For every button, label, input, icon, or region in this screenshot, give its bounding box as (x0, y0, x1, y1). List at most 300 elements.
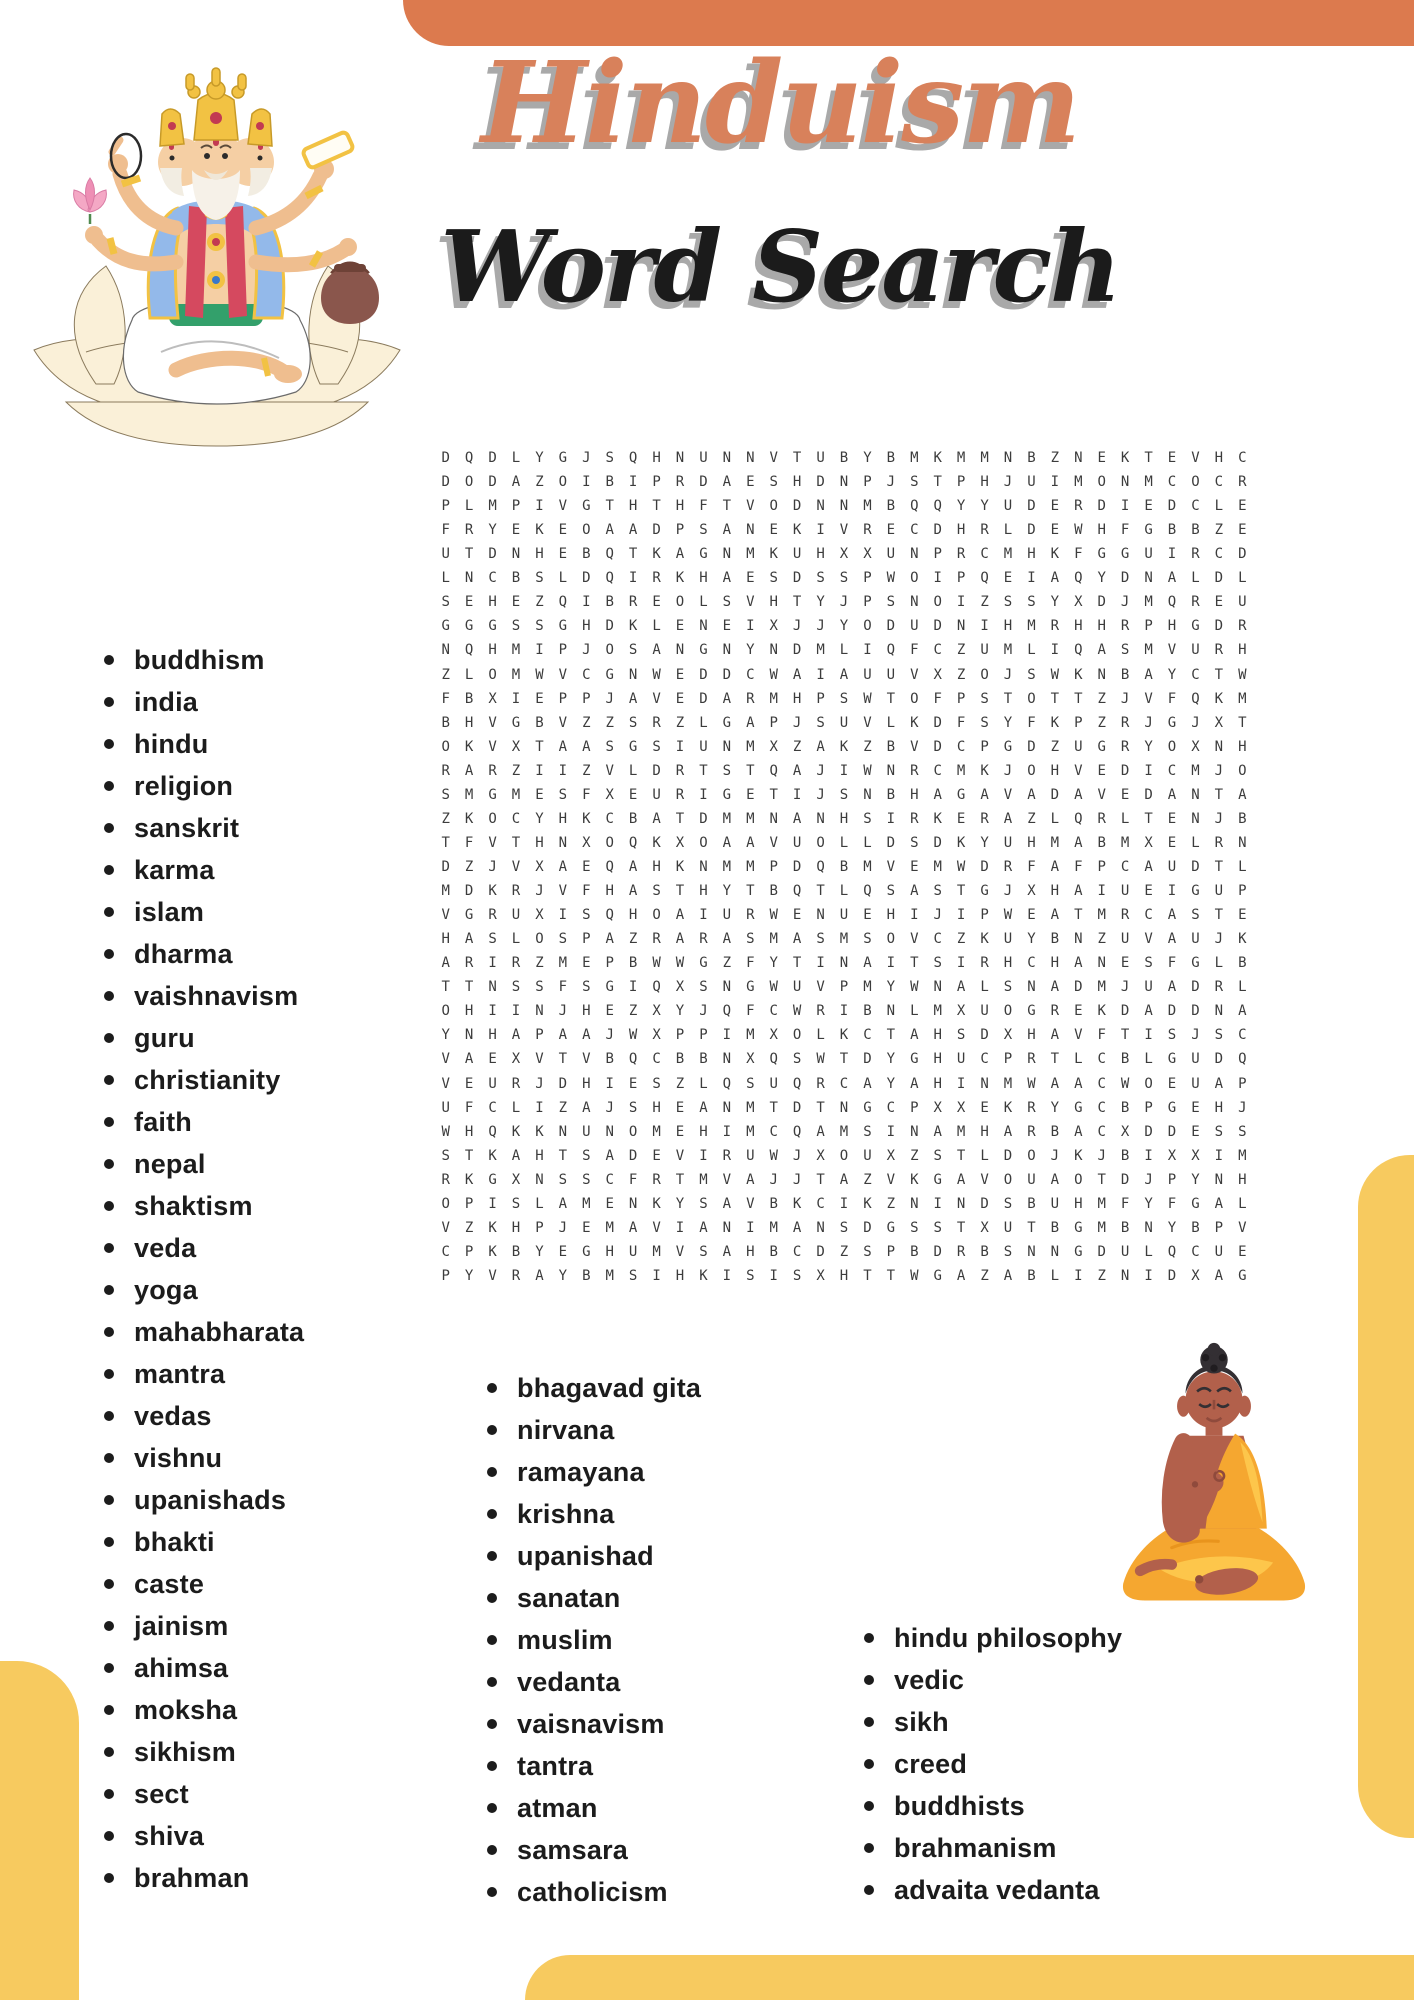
grid-letter: M (1097, 979, 1106, 996)
grid-letter: D (1191, 979, 1200, 996)
grid-letter: R (652, 931, 661, 948)
grid-letter: Q (1074, 570, 1083, 587)
grid-letter: B (769, 1243, 778, 1260)
grid-letter: U (441, 1099, 450, 1116)
word-list-item (104, 1227, 304, 1269)
grid-letter: N (839, 955, 849, 972)
grid-letter: I (1074, 1267, 1083, 1284)
grid-letter: B (511, 570, 521, 587)
grid-letter: N (1214, 1003, 1224, 1020)
grid-letter: N (839, 474, 849, 491)
grid-letter: A (792, 810, 802, 827)
grid-letter: O (535, 931, 544, 948)
grid-letter: J (1191, 1027, 1200, 1044)
grid-letter: Z (1097, 1267, 1106, 1284)
grid-letter: V (1167, 642, 1177, 659)
grid-letter: Q (769, 762, 778, 779)
grid-letter: H (699, 883, 708, 900)
grid-letter: M (863, 979, 872, 996)
grid-letter: S (628, 642, 638, 659)
grid-letter: J (1097, 1147, 1106, 1164)
grid-letter: L (980, 979, 989, 996)
grid-letter: O (488, 666, 497, 683)
grid-letter: R (816, 1003, 825, 1020)
grid-letter: R (1214, 834, 1224, 851)
grid-letter: O (1167, 738, 1177, 755)
grid-letter: B (1120, 1219, 1130, 1236)
grid-letter: H (535, 546, 544, 563)
grid-letter: B (582, 546, 591, 563)
grid-letter: X (956, 1099, 966, 1116)
grid-letter: F (1074, 858, 1083, 875)
grid-letter: P (839, 979, 849, 996)
grid-letter: I (1120, 498, 1130, 515)
grid-letter: Z (441, 810, 450, 827)
grid-letter: T (675, 810, 685, 827)
grid-letter: F (1027, 714, 1036, 731)
grid-letter: H (1238, 642, 1247, 659)
grid-letter: T (816, 1099, 825, 1116)
grid-letter: R (722, 1147, 732, 1164)
grid-letter: L (699, 594, 708, 611)
grid-letter: Y (980, 498, 989, 515)
word-list-item (104, 1731, 304, 1773)
grid-letter: S (722, 594, 732, 611)
grid-letter: X (511, 1051, 521, 1068)
grid-letter: M (511, 786, 521, 803)
grid-letter: Z (863, 1171, 872, 1188)
grid-letter: G (1074, 1219, 1083, 1236)
grid-letter: S (1144, 955, 1153, 972)
grid-letter: C (1027, 955, 1036, 972)
grid-letter: L (699, 1075, 708, 1092)
grid-letter: C (1238, 1027, 1247, 1044)
grid-letter: U (628, 1243, 638, 1260)
grid-letter: C (933, 642, 942, 659)
grid-letter: A (722, 834, 732, 851)
grid-letter: S (605, 450, 614, 467)
grid-letter: A (652, 810, 661, 827)
grid-letter: V (441, 907, 450, 924)
grid-letter: U (1003, 498, 1013, 515)
grid-letter: V (488, 1267, 497, 1284)
grid-letter: K (1074, 666, 1083, 683)
grid-letter: T (1238, 714, 1247, 731)
grid-letter: S (980, 714, 989, 731)
grid-letter: T (792, 594, 802, 611)
grid-letter: U (1120, 1243, 1130, 1260)
grid-letter: Q (769, 1051, 778, 1068)
word-label: bhakti (134, 1526, 215, 1557)
grid-letter: G (1191, 618, 1200, 635)
grid-letter: V (839, 522, 849, 539)
grid-letter: N (722, 546, 732, 563)
grid-letter: A (1167, 786, 1177, 803)
grid-letter: V (886, 858, 896, 875)
grid-letter: W (910, 1267, 919, 1284)
grid-letter: D (1027, 738, 1036, 755)
grid-letter: Y (464, 1267, 474, 1284)
grid-letter: Y (886, 1075, 896, 1092)
grid-letter: G (1191, 955, 1200, 972)
grid-letter: G (1003, 738, 1013, 755)
grid-letter: X (511, 1171, 521, 1188)
grid-letter: L (558, 570, 568, 587)
grid-letter: Z (886, 1195, 896, 1212)
grid-letter: M (839, 931, 849, 948)
grid-letter: J (1003, 762, 1013, 779)
grid-letter: Z (535, 955, 544, 972)
grid-letter: V (1144, 931, 1153, 948)
grid-letter: T (910, 955, 919, 972)
grid-letter: T (816, 883, 825, 900)
grid-letter: V (675, 1147, 685, 1164)
grid-letter: G (511, 714, 521, 731)
grid-letter: D (863, 1051, 872, 1068)
grid-letter: T (1120, 1027, 1130, 1044)
grid-letter: G (558, 450, 568, 467)
grid-letter: R (511, 1267, 521, 1284)
grid-letter: R (1120, 907, 1130, 924)
grid-letter: I (535, 762, 544, 779)
grid-letter: S (699, 1243, 708, 1260)
word-label: ramayana (517, 1456, 645, 1487)
grid-letter: A (722, 931, 732, 948)
grid-letter: A (605, 522, 614, 539)
grid-letter: B (441, 714, 450, 731)
grid-letter: E (535, 690, 544, 707)
grid-letter: U (839, 714, 849, 731)
grid-letter: B (886, 738, 896, 755)
grid-letter: I (956, 1075, 966, 1092)
word-list-item (104, 1143, 304, 1185)
grid-letter: V (441, 1219, 450, 1236)
grid-letter: F (746, 1003, 755, 1020)
grid-letter: M (746, 1099, 755, 1116)
grid-letter: H (535, 834, 544, 851)
grid-letter: D (652, 522, 661, 539)
grid-letter: R (1120, 618, 1130, 635)
grid-letter: I (488, 1003, 497, 1020)
grid-letter: N (1120, 1267, 1130, 1284)
grid-letter: P (582, 690, 591, 707)
grid-letter: U (699, 738, 708, 755)
grid-letter: S (558, 786, 568, 803)
grid-letter: A (722, 1195, 732, 1212)
grid-letter: M (956, 450, 966, 467)
word-list-item (487, 1535, 701, 1577)
bullet-icon (487, 1803, 497, 1813)
word-label: hindu (134, 728, 209, 759)
grid-letter: F (933, 690, 942, 707)
grid-letter: D (980, 858, 989, 875)
grid-letter: R (910, 810, 919, 827)
word-list-item (104, 639, 304, 681)
grid-letter: B (1191, 522, 1200, 539)
grid-letter: T (746, 883, 755, 900)
grid-letter: A (558, 1195, 568, 1212)
grid-letter: A (675, 546, 685, 563)
bullet-icon (104, 697, 114, 707)
grid-letter: H (488, 1027, 497, 1044)
grid-letter: Z (675, 1075, 685, 1092)
grid-letter: Q (605, 858, 614, 875)
grid-letter: T (1027, 1219, 1036, 1236)
grid-letter: V (535, 1051, 544, 1068)
grid-letter: B (605, 594, 614, 611)
grid-letter: A (839, 666, 849, 683)
grid-letter: J (558, 1003, 568, 1020)
bullet-icon (487, 1761, 497, 1771)
grid-letter: A (980, 786, 989, 803)
grid-letter: R (1050, 1003, 1060, 1020)
grid-letter: I (722, 1027, 732, 1044)
grid-letter: I (956, 955, 966, 972)
grid-letter: S (511, 618, 521, 635)
grid-letter: H (746, 1243, 755, 1260)
grid-letter: K (652, 546, 661, 563)
grid-letter: A (582, 1027, 591, 1044)
grid-letter: G (488, 786, 497, 803)
grid-letter: I (511, 1003, 521, 1020)
grid-letter: S (511, 979, 521, 996)
grid-letter: A (816, 738, 825, 755)
word-list-item (104, 1563, 304, 1605)
grid-letter: J (1120, 979, 1130, 996)
grid-letter: C (933, 762, 942, 779)
grid-letter: A (628, 1219, 638, 1236)
grid-letter: F (464, 834, 474, 851)
grid-letter: R (464, 522, 474, 539)
grid-letter: L (863, 834, 872, 851)
grid-letter: K (582, 810, 591, 827)
grid-letter: H (1074, 1195, 1083, 1212)
word-label: jainism (134, 1610, 229, 1641)
grid-letter: W (816, 1051, 825, 1068)
grid-letter: H (582, 1003, 591, 1020)
word-label: sikhism (134, 1736, 236, 1767)
grid-letter: I (652, 1267, 661, 1284)
grid-letter: Q (488, 1123, 497, 1140)
grid-letter: L (1191, 570, 1200, 587)
grid-letter: N (699, 858, 708, 875)
grid-letter: D (558, 1075, 568, 1092)
word-label: samsara (517, 1834, 628, 1865)
grid-letter: C (1167, 474, 1177, 491)
grid-letter: N (769, 642, 778, 659)
grid-letter: P (1074, 714, 1083, 731)
word-list-item (104, 1059, 304, 1101)
grid-letter: B (582, 1267, 591, 1284)
grid-letter: N (886, 762, 896, 779)
grid-letter: K (464, 738, 474, 755)
grid-letter: B (605, 474, 614, 491)
grid-letter: U (769, 1075, 778, 1092)
grid-letter: A (1238, 786, 1247, 803)
grid-letter: G (1167, 1051, 1177, 1068)
grid-letter: U (652, 786, 661, 803)
grid-letter: L (910, 1003, 919, 1020)
grid-letter: G (699, 955, 708, 972)
grid-letter: T (1074, 690, 1083, 707)
grid-letter: L (1027, 642, 1036, 659)
grid-letter: M (1097, 1219, 1106, 1236)
grid-letter: A (1050, 1075, 1060, 1092)
grid-letter: T (792, 955, 802, 972)
grid-letter: D (933, 522, 942, 539)
grid-letter: U (1003, 1219, 1013, 1236)
grid-letter: A (441, 955, 450, 972)
word-list-item (487, 1829, 701, 1871)
grid-letter: L (839, 834, 849, 851)
bullet-icon (104, 1033, 114, 1043)
grid-letter: A (746, 1171, 755, 1188)
grid-letter: S (582, 1147, 591, 1164)
grid-letter: U (956, 1051, 966, 1068)
bullet-icon (104, 991, 114, 1001)
grid-letter: T (1050, 1051, 1060, 1068)
grid-letter: R (441, 762, 450, 779)
grid-letter: X (582, 834, 591, 851)
grid-letter: H (1003, 618, 1013, 635)
grid-letter: N (933, 979, 942, 996)
grid-letter: F (746, 955, 755, 972)
grid-letter: Y (535, 810, 544, 827)
grid-letter: G (933, 1171, 942, 1188)
grid-letter: O (441, 738, 450, 755)
grid-letter: Q (464, 450, 474, 467)
grid-letter: H (1238, 738, 1247, 755)
word-list-item (104, 849, 304, 891)
grid-letter: T (511, 834, 521, 851)
grid-letter: S (746, 931, 755, 948)
grid-letter: M (746, 858, 755, 875)
grid-letter: P (558, 642, 568, 659)
grid-letter: X (1003, 1027, 1013, 1044)
grid-letter: T (1214, 666, 1224, 683)
grid-letter: N (488, 979, 497, 996)
grid-letter: R (488, 907, 497, 924)
grid-letter: M (769, 1219, 778, 1236)
grid-letter: Q (1191, 690, 1200, 707)
grid-letter: D (1144, 786, 1153, 803)
grid-letter: D (1120, 1171, 1130, 1188)
grid-letter: L (1214, 955, 1224, 972)
grid-letter: R (1191, 594, 1200, 611)
grid-letter: N (816, 1219, 825, 1236)
grid-letter: I (816, 522, 825, 539)
grid-letter: K (839, 738, 849, 755)
grid-letter: G (746, 979, 755, 996)
grid-letter: U (1144, 979, 1153, 996)
grid-letter: A (722, 570, 732, 587)
grid-letter: I (886, 810, 896, 827)
word-label: vaisnavism (517, 1708, 665, 1739)
bullet-icon (104, 823, 114, 833)
grid-letter: D (1097, 498, 1106, 515)
bullet-icon (487, 1467, 497, 1477)
grid-letter: T (1214, 907, 1224, 924)
grid-letter: A (1050, 1171, 1060, 1188)
grid-letter: I (933, 570, 942, 587)
grid-letter: M (441, 883, 450, 900)
grid-letter: U (1074, 738, 1083, 755)
bullet-icon (104, 1537, 114, 1547)
grid-letter: Z (1097, 690, 1106, 707)
grid-letter: F (1027, 858, 1036, 875)
grid-letter: B (1120, 666, 1130, 683)
grid-letter: R (1238, 474, 1247, 491)
grid-letter: V (769, 450, 778, 467)
grid-letter: U (886, 666, 896, 683)
bullet-icon (104, 1075, 114, 1085)
grid-letter: P (910, 1099, 919, 1116)
page-subtitle: Word Search (440, 210, 1120, 325)
grid-letter: U (1003, 834, 1013, 851)
grid-letter: X (956, 1003, 966, 1020)
grid-letter: L (511, 1099, 521, 1116)
grid-letter: M (1144, 474, 1153, 491)
grid-letter: A (722, 1243, 732, 1260)
grid-letter: D (886, 834, 896, 851)
grid-letter: Y (1191, 1171, 1200, 1188)
grid-letter: P (558, 690, 568, 707)
grid-letter: E (628, 1075, 638, 1092)
grid-letter: O (1027, 762, 1036, 779)
grid-letter: P (464, 1243, 474, 1260)
bullet-icon (104, 1453, 114, 1463)
grid-letter: S (1027, 594, 1036, 611)
grid-letter: A (746, 834, 755, 851)
grid-letter: D (816, 1243, 825, 1260)
grid-letter: G (699, 546, 708, 563)
grid-letter: Z (1097, 931, 1106, 948)
grid-letter: L (980, 1147, 989, 1164)
grid-letter: D (1214, 1051, 1224, 1068)
grid-letter: S (1120, 642, 1130, 659)
grid-letter: O (1074, 1171, 1083, 1188)
grid-letter: P (1167, 1171, 1177, 1188)
grid-letter: A (839, 1171, 849, 1188)
grid-letter: D (1027, 498, 1036, 515)
grid-letter: H (1050, 883, 1060, 900)
grid-letter: X (769, 618, 778, 635)
grid-letter: P (980, 907, 989, 924)
grid-letter: A (1214, 1075, 1224, 1092)
grid-letter: T (1097, 1171, 1106, 1188)
grid-letter: F (1167, 690, 1177, 707)
grid-letter: A (699, 1099, 708, 1116)
grid-letter: S (628, 1099, 638, 1116)
grid-letter: H (1214, 450, 1224, 467)
grid-letter: U (980, 642, 989, 659)
grid-letter: P (1097, 858, 1106, 875)
grid-letter: I (956, 594, 966, 611)
grid-letter: G (1191, 883, 1200, 900)
grid-letter: I (1167, 883, 1177, 900)
word-label: upanishads (134, 1484, 287, 1515)
grid-letter: H (792, 474, 802, 491)
grid-letter: J (582, 642, 591, 659)
grid-letter: Q (792, 1075, 802, 1092)
word-label: vedic (894, 1664, 965, 1695)
grid-letter: S (933, 955, 942, 972)
grid-letter: G (582, 1243, 591, 1260)
grid-letter: G (1167, 1099, 1177, 1116)
grid-letter: D (1050, 786, 1060, 803)
grid-letter: J (1120, 594, 1130, 611)
bullet-icon (487, 1635, 497, 1645)
